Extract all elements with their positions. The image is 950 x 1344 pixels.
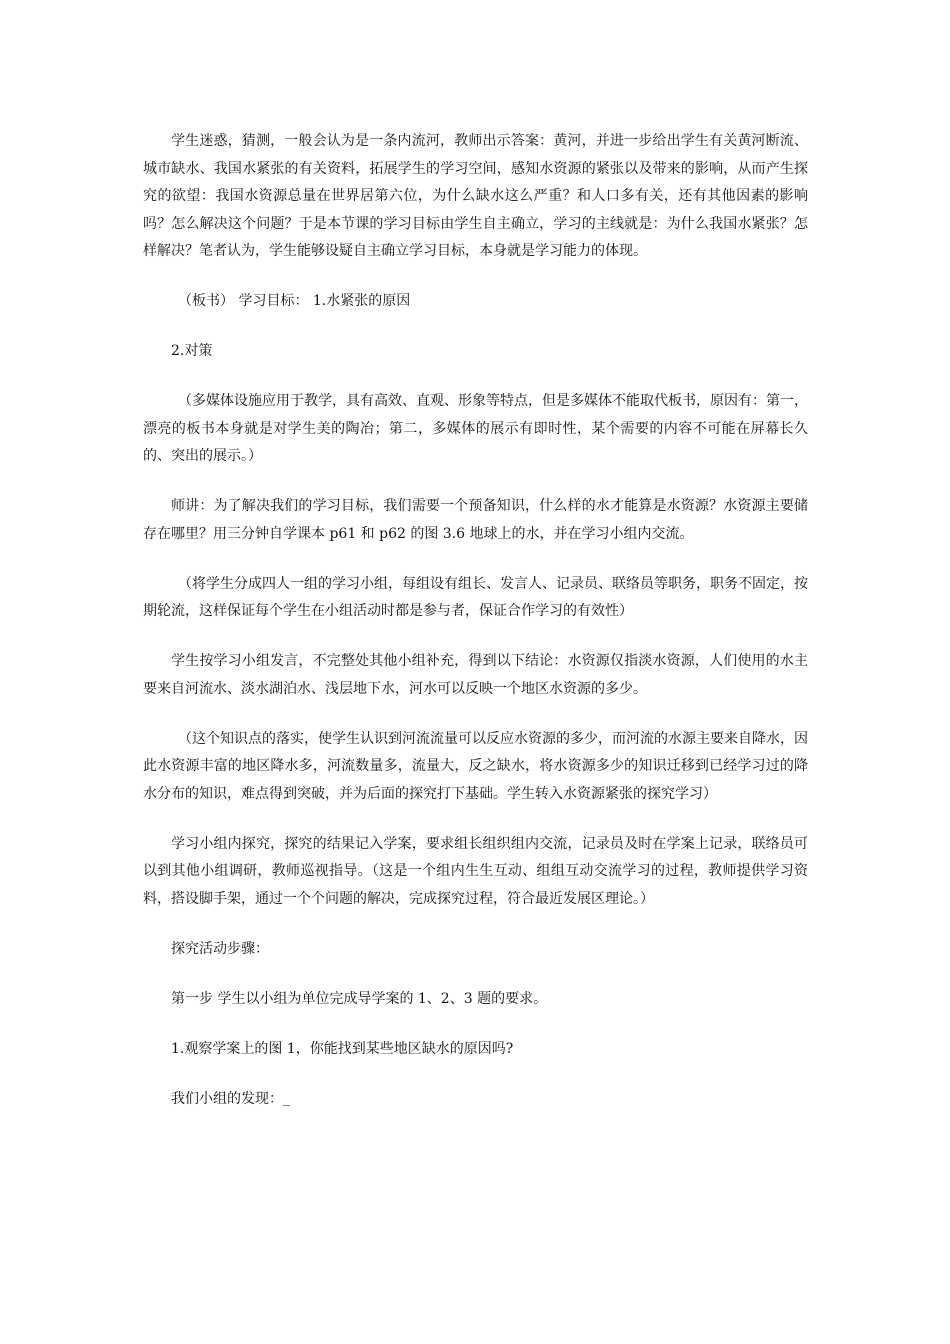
paragraph-student-conclusion: 学生按学习小组发言，不完整处其他小组补充，得到以下结论：水资源仅指淡水资源，人们使用的水主要来自河流水、淡水湖泊水、浅层地下水，河水可以反映一个地区水资源的多少。 (143, 653, 808, 697)
paragraph-group-inquiry: 学习小组内探究，探究的结果记入学案，要求组长组织组内交流，记录员及时在学案上记录，联络员可以到其他小组调研，教师巡视指导。（这是一个组内生生互动、组组互动交流学习的过程，教师提供学习资料，搭设脚手架，通过一个个问题的解决，完成探究过程，符合最近发展区理论。） (143, 835, 808, 907)
paragraph-step-one: 第一步 学生以小组为单位完成导学案的 1、2、3 题的要求。 (171, 990, 548, 1007)
paragraph-knowledge-note: （这个知识点的落实，使学生认识到河流流量可以反应水资源的多少，而河流的水源主要来自降水，因此水资源丰富的地区降水多，河流数量多，流量大，反之缺水，将水资源多少的知识迁移到已经学习过的降水分布的知识，难点得到突破，并为后面的探究打下基础。学生转入水资源紧张的探究学习） (143, 730, 808, 802)
paragraph-board-objectives: （板书） 学习目标： 1.水紧张的原因 (178, 293, 411, 309)
paragraph-steps-heading: 探究活动步骤： (171, 940, 269, 957)
paragraph-group-note: （将学生分成四人一组的学习小组，每组设有组长、发言人、记录员、联络员等职务，职务不固定，按期轮流，这样保证每个学生在小组活动时都是参与者，保证合作学习的有效性） (143, 575, 808, 619)
paragraph-question-one: 1.观察学案上的图 1，你能找到某些地区缺水的原因吗? (171, 1040, 514, 1057)
paragraph-countermeasures: 2.对策 (171, 343, 213, 359)
paragraph-group-findings: 我们小组的发现：_ (171, 1090, 290, 1107)
paragraph-multimedia-note: （多媒体设施应用于教学，具有高效、直观、形象等特点，但是多媒体不能取代板书，原因有：第一，漂亮的板书本身就是对学生美的陶冶；第二，多媒体的展示有即时性，某个需要的内容不可能在屏幕长久的、突出的展示。） (143, 393, 808, 464)
paragraph-intro: 学生迷惑，猜测，一般会认为是一条内流河，教师出示答案：黄河，并进一步给出学生有关黄河断流、城市缺水、我国水紧张的有关资料，拓展学生的学习空间，感知水资源的紧张以及带来的影响，从而产生探究的欲望：我国水资源总量在世界居第六位，为什么缺水这么严重？和人口多有关，还有其他因素的影响吗？怎么解决这个问题？于是本节课的学习目标由学生自主确立，学习的主线就是：为什么我国水紧张？怎样解决？笔者认为，学生能够设疑自主确立学习目标，本身就是学习能力的体现。 (143, 133, 808, 259)
paragraph-teacher-talk: 师讲：为了解决我们的学习目标，我们需要一个预备知识，什么样的水才能算是水资源？水资源主要储存在哪里？用三分钟自学课本 p61 和 p62 的图 3.6 地球上的水，并在学习小组内交流。 (143, 498, 808, 542)
document-body (143, 128, 808, 1136)
